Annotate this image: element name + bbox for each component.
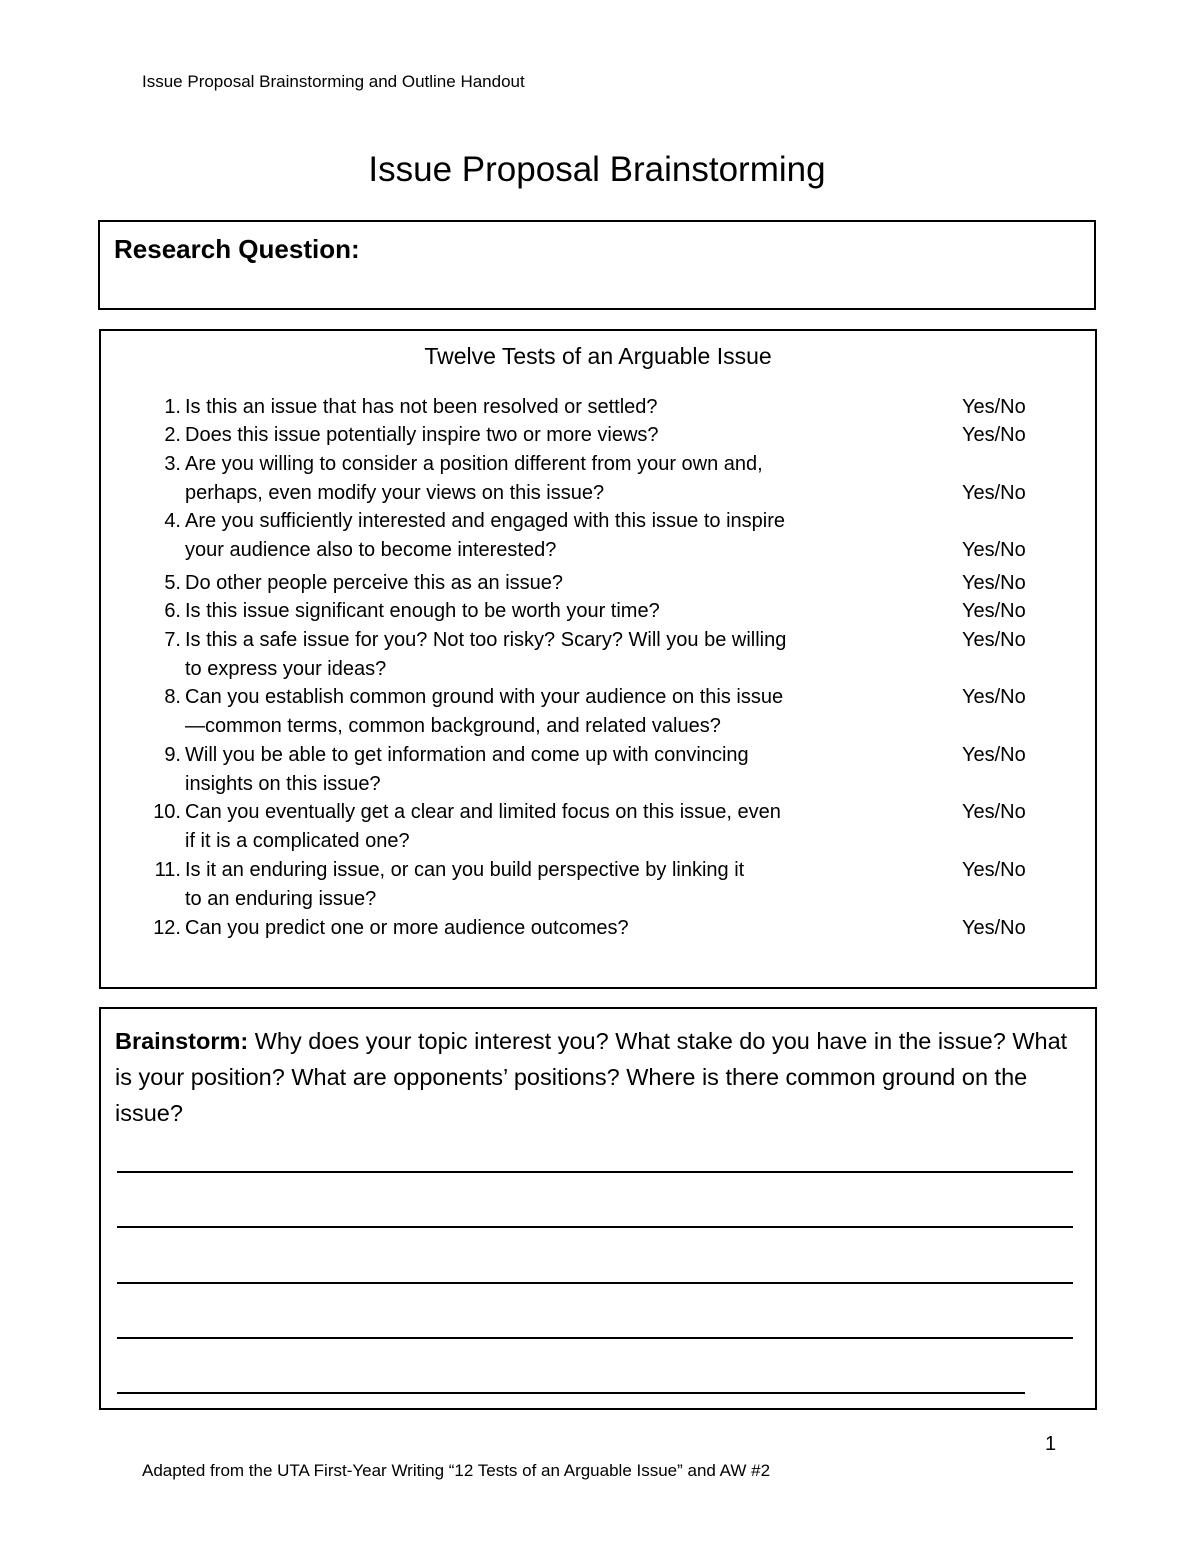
- yes-no-answer[interactable]: Yes/No: [962, 424, 1026, 446]
- test-item-text: to express your ideas?: [185, 658, 387, 680]
- test-item-text: Can you predict one or more audience outcomes?: [185, 917, 629, 939]
- test-item-text: Is this a safe issue for you? Not too risky? Scary? Will you be willing: [185, 629, 787, 651]
- test-item-number: 10.: [153, 801, 181, 823]
- test-item-text: —common terms, common background, and related values?: [185, 715, 721, 737]
- yes-no-answer[interactable]: Yes/No: [962, 482, 1026, 504]
- blank-line-5[interactable]: [117, 1392, 1025, 1394]
- brainstorm-prompt: [115, 1023, 1085, 1131]
- yes-no-answer[interactable]: Yes/No: [962, 600, 1026, 622]
- blank-line-2[interactable]: [117, 1226, 1073, 1228]
- brainstorm-box: [99, 1007, 1097, 1410]
- test-item-text: to an enduring issue?: [185, 888, 377, 910]
- test-item-text: Can you eventually get a clear and limited focus on this issue, even: [185, 801, 781, 823]
- yes-no-answer[interactable]: Yes/No: [962, 396, 1026, 418]
- test-item-number: 8.: [164, 686, 181, 708]
- brainstorm-prompt-text: Why does your topic interest you? What stake do you have in the issue? What is your position? What are opponents’ positions? Where is there common ground on the issue?: [115, 1028, 1068, 1126]
- yes-no-answer[interactable]: Yes/No: [962, 859, 1026, 881]
- test-item-number: 2.: [164, 424, 181, 446]
- test-item-text: Is it an enduring issue, or can you build perspective by linking it: [185, 859, 745, 881]
- test-item-number: 12.: [153, 917, 181, 939]
- test-item-text: Is this an issue that has not been resolved or settled?: [185, 396, 658, 418]
- test-item-text: Is this issue significant enough to be worth your time?: [185, 600, 660, 622]
- test-item-number: 6.: [164, 600, 181, 622]
- test-item-text: Will you be able to get information and come up with convincing: [185, 744, 749, 766]
- tests-title: Twelve Tests of an Arguable Issue: [424, 343, 772, 369]
- yes-no-answer[interactable]: Yes/No: [962, 744, 1026, 766]
- footer-note: Adapted from the UTA First-Year Writing “12 Tests of an Arguable Issue” and AW #2: [142, 1461, 771, 1480]
- twelve-tests-box: [99, 329, 1097, 989]
- test-item-text: Can you establish common ground with your audience on this issue: [185, 686, 784, 708]
- test-item-number: 3.: [164, 453, 181, 475]
- blank-line-4[interactable]: [117, 1337, 1073, 1339]
- yes-no-answer[interactable]: Yes/No: [962, 572, 1026, 594]
- page-title: Issue Proposal Brainstorming: [368, 150, 826, 189]
- page-number: 1: [1045, 1433, 1057, 1455]
- test-item-number: 9.: [164, 744, 181, 766]
- running-header: Issue Proposal Brainstorming and Outline Handout: [142, 72, 525, 91]
- test-item-text: if it is a complicated one?: [185, 830, 410, 852]
- test-item-number: 11.: [154, 859, 181, 881]
- test-item-number: 4.: [164, 510, 181, 532]
- brainstorm-label: Brainstorm:: [115, 1028, 249, 1054]
- blank-line-1[interactable]: [117, 1171, 1073, 1173]
- yes-no-answer[interactable]: Yes/No: [962, 801, 1026, 823]
- research-question-box[interactable]: [98, 220, 1096, 310]
- test-item-number: 1.: [164, 396, 181, 418]
- blank-line-3[interactable]: [117, 1282, 1073, 1284]
- yes-no-answer[interactable]: Yes/No: [962, 686, 1026, 708]
- test-item-text: Does this issue potentially inspire two or more views?: [185, 424, 659, 446]
- test-item-text: perhaps, even modify your views on this issue?: [185, 482, 605, 504]
- test-item-text: Do other people perceive this as an issue?: [185, 572, 564, 594]
- test-item-number: 5.: [164, 572, 181, 594]
- test-item-text: Are you willing to consider a position different from your own and,: [185, 453, 763, 475]
- test-item-text: insights on this issue?: [185, 773, 381, 795]
- yes-no-answer[interactable]: Yes/No: [962, 539, 1026, 561]
- test-item-text: your audience also to become interested?: [185, 539, 557, 561]
- test-item-text: Are you sufficiently interested and engaged with this issue to inspire: [185, 510, 785, 532]
- test-item-number: 7.: [164, 629, 181, 651]
- yes-no-answer[interactable]: Yes/No: [962, 629, 1026, 651]
- yes-no-answer[interactable]: Yes/No: [962, 917, 1026, 939]
- research-question-label: Research Question:: [114, 234, 360, 264]
